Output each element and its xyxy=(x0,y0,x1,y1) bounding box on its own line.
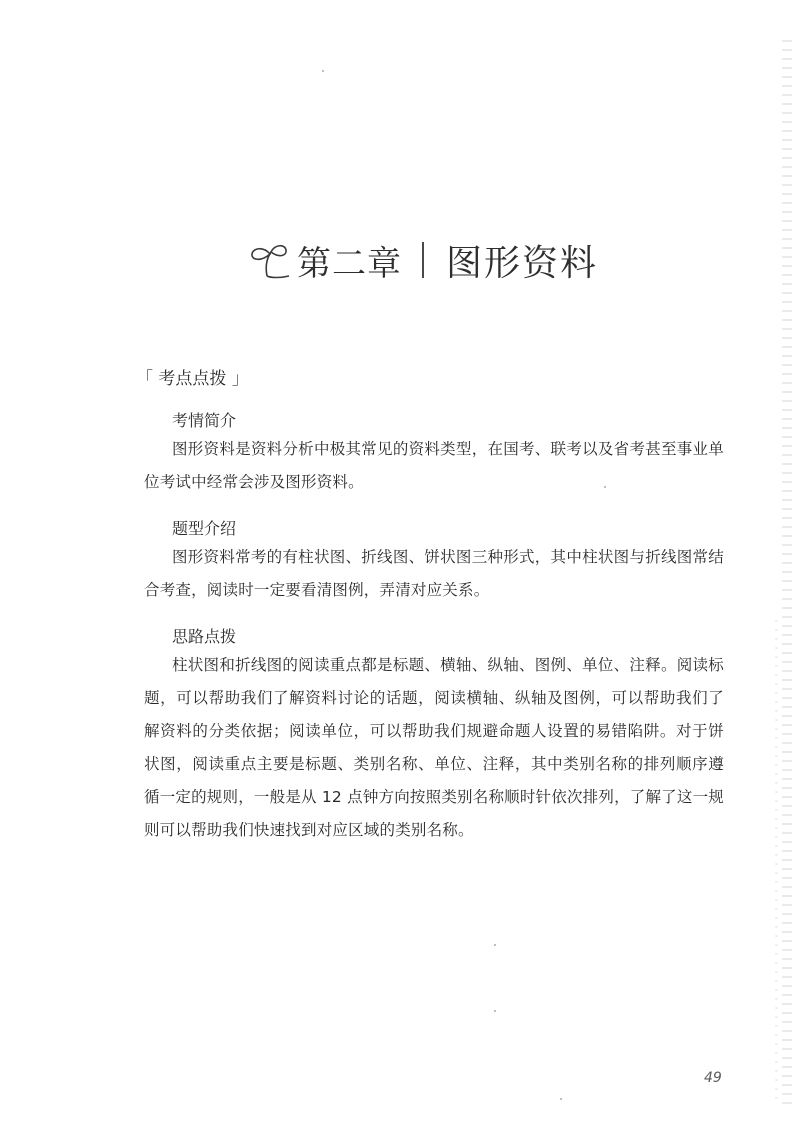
title-divider xyxy=(422,242,424,278)
sprout-icon xyxy=(245,236,293,284)
subtitle-approach: 思路点拨 xyxy=(172,627,237,646)
scan-speck xyxy=(560,1098,562,1100)
section-title: 考点点拨 xyxy=(158,369,227,389)
chapter-number: 第二章 xyxy=(297,243,402,284)
section-heading xyxy=(136,364,249,389)
section-open-bracket: 「 xyxy=(136,369,153,389)
paragraph-exam-overview: 图形资料是资料分析中极其常见的资料类型，在国考、联考以及省考甚至事业单位考试中经常会涉及图形资料。 xyxy=(144,440,724,491)
scan-edge-noise xyxy=(782,40,792,1110)
scan-speck xyxy=(494,1010,496,1012)
paragraph-question-types: 图形资料常考的有柱状图、折线图、饼状图三种形式，其中柱状图与折线图常结合考查，阅读时一定要看清图例，弄清对应关系。 xyxy=(144,548,724,599)
subtitle-question-types: 题型介绍 xyxy=(172,519,237,538)
paragraph-approach: 柱状图和折线图的阅读重点都是标题、横轴、纵轴、图例、单位、注释。阅读标题，可以帮助我们了解资料讨论的话题，阅读横轴、纵轴及图例，可以帮助我们了解资料的分类依据；阅读单位，可以帮助我们规避命题人设置的易错陷阱。对于饼状图，阅读重点主要是标题、类别名称、单位、注释，其中类别名称的排列顺序遵循一定的规则，一般是从 12 点钟方向按照类别名称顺时针依次排列，了解了这一规则可以帮助我们快速找到对应区域的类别名称。 xyxy=(144,656,724,839)
scan-edge-noise-secondary xyxy=(775,620,778,1100)
chapter-title xyxy=(245,228,598,292)
scan-speck xyxy=(604,486,606,488)
chapter-name: 图形资料 xyxy=(446,242,599,284)
page-number: 49 xyxy=(704,1070,722,1086)
subtitle-exam-overview: 考情简介 xyxy=(172,411,237,430)
scan-speck xyxy=(322,70,324,72)
section-close-bracket: 」 xyxy=(231,369,249,389)
scan-speck xyxy=(494,944,496,946)
